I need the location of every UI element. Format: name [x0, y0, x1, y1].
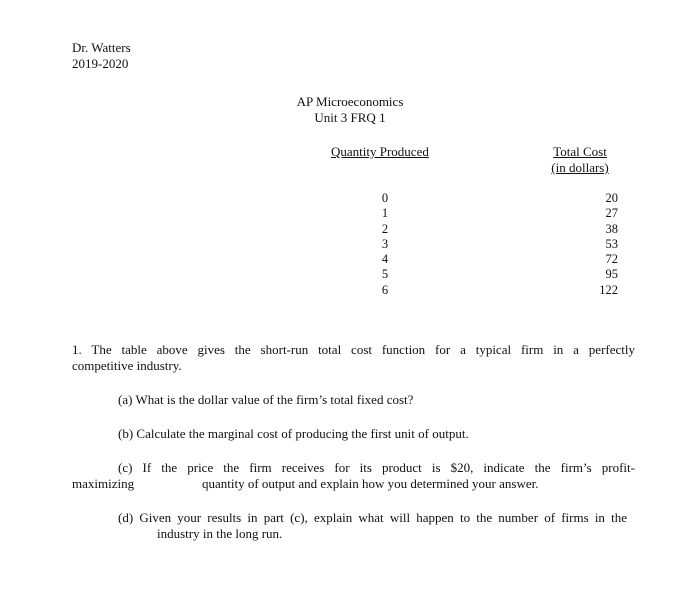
part-a: (a) What is the dollar value of the firm’s total fixed cost? [118, 392, 414, 407]
part-d-line1: (d) Given your results in part (c), explain what will happen to the number of firms in the [118, 510, 627, 525]
question-intro-line1: 1. The table above gives the short-run total cost function for a typical firm in a perfectly [72, 342, 635, 357]
school-year: 2019-2020 [72, 56, 129, 71]
question-intro-line2: competitive industry. [72, 358, 182, 373]
unit-title: Unit 3 FRQ 1 [314, 110, 386, 125]
cost-cell: 95 [605, 267, 618, 282]
part-c-word: maximizing [72, 476, 135, 491]
cost-column [580, 191, 618, 298]
course-title: AP Microeconomics [296, 94, 404, 109]
quantity-cell: 5 [381, 267, 389, 282]
cost-cell: 72 [605, 252, 618, 267]
quantity-cell: 3 [381, 236, 389, 251]
cost-cell: 27 [605, 206, 618, 221]
cost-cell: 122 [599, 282, 618, 297]
quantity-cell: 0 [381, 191, 389, 205]
cost-cell: 20 [605, 191, 618, 205]
cost-cell: 38 [605, 221, 618, 236]
part-d-line2: industry in the long run. [157, 526, 283, 541]
part-c-line1: (c) If the price the firm receives for its product is $20, indicate the firm’s profit- [118, 460, 635, 475]
cost-header-line2: (in dollars) [551, 160, 609, 175]
author-name: Dr. Watters [72, 40, 131, 55]
quantity-cell: 2 [381, 221, 389, 236]
cost-header-line1: Total Cost [553, 144, 607, 159]
cost-cell: 53 [605, 236, 618, 251]
quantity-column [373, 191, 397, 298]
part-c-line2: quantity of output and explain how you determined your answer. [202, 476, 539, 491]
quantity-cell: 6 [381, 282, 389, 297]
quantity-cell: 4 [381, 252, 389, 267]
quantity-cell: 1 [381, 206, 389, 221]
quantity-header: Quantity Produced [331, 144, 429, 159]
part-b: (b) Calculate the marginal cost of producing the first unit of output. [118, 426, 469, 441]
